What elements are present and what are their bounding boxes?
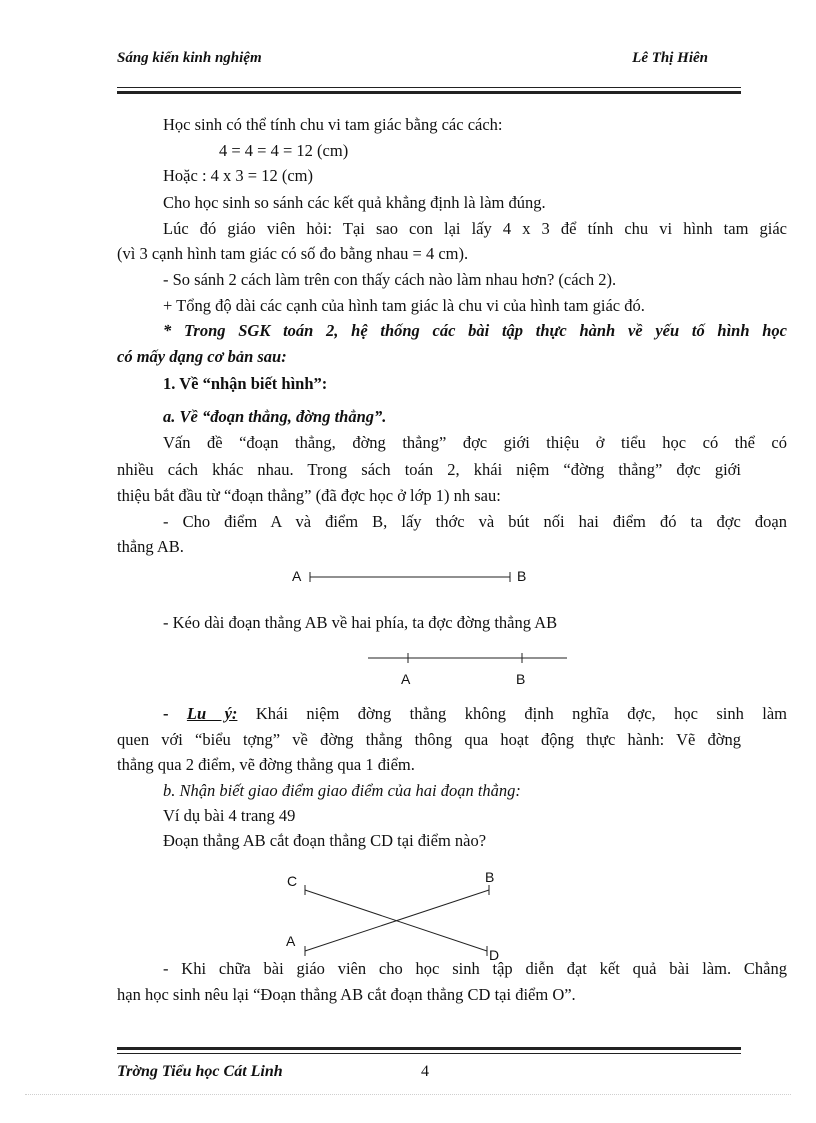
section-heading: 1. Về “nhận biết hình”: [163, 374, 328, 393]
note-text: Khái niệm đờng thẳng không định nghĩa đợc, học sinh làm [237, 704, 787, 723]
segment-ab-figure [292, 568, 526, 584]
paragraph: - So sánh 2 cách làm trên con thấy cách nào làm nhau hơn? (cách 2). [163, 270, 617, 289]
subsection-heading: b. Nhận biết giao điểm giao điểm của hai đoạn thẳng: [163, 781, 521, 800]
intersecting-segments-figure [286, 869, 499, 963]
paragraph: Lúc đó giáo viên hỏi: Tại sao con lại lấy 4 x 3 để tính chu vi hình tam giác [163, 219, 787, 238]
paragraph: Học sinh có thể tính chu vi tam giác bằng các cách: [163, 115, 503, 134]
point-label-a: A [292, 568, 302, 584]
paragraph: thiệu bắt đầu từ “đoạn thẳng” (đã đợc học ở lớp 1) nh sau: [117, 486, 501, 505]
equation: 4 = 4 = 4 = 12 (cm) [219, 141, 349, 160]
section-intro: * Trong SGK toán 2, hệ thống các bài tập thực hành về yếu tố hình học [163, 321, 787, 340]
paragraph: thẳng AB. [117, 537, 184, 556]
note-paragraph [117, 704, 787, 724]
subsection-heading: a. Về “đoạn thẳng, đờng thẳng”. [163, 407, 387, 426]
point-label-b: B [485, 869, 495, 885]
point-label-b: B [517, 568, 527, 584]
line-ab-figure [368, 653, 567, 687]
header-author: Lê Thị Hiên [632, 50, 708, 66]
point-label-b: B [516, 671, 526, 687]
equation: Hoặc : 4 x 3 = 12 (cm) [163, 166, 313, 185]
footer-rule-thick [117, 1047, 741, 1050]
page-number: 4 [421, 1063, 429, 1080]
section-intro: có mấy dạng cơ bản sau: [117, 347, 287, 366]
paragraph: - Cho điểm A và điểm B, lấy thớc và bút nối hai điểm đó ta đợc đoạn [163, 512, 787, 531]
paragraph: (vì 3 cạnh hình tam giác có số đo bằng nhau = 4 cm). [117, 244, 469, 263]
paragraph: + Tổng độ dài các cạnh của hình tam giác là chu vi của hình tam giác đó. [163, 296, 645, 315]
point-label-a: A [401, 671, 411, 687]
footer-school: Trờng Tiểu học Cát Linh [117, 1063, 283, 1080]
footer-rule-thin [117, 1053, 741, 1054]
point-label-a: A [286, 933, 296, 949]
paragraph: thẳng qua 2 điểm, vẽ đờng thẳng qua 1 điểm. [117, 755, 415, 774]
point-label-c: C [287, 873, 298, 889]
paragraph: hạn học sinh nêu lại “Đoạn thẳng AB cắt đoạn thẳng CD tại điểm O”. [117, 985, 576, 1004]
paragraph: Ví dụ bài 4 trang 49 [163, 806, 296, 825]
paragraph: - Khi chữa bài giáo viên cho học sinh tập diễn đạt kết quả bài làm. Chẳng [163, 959, 787, 978]
page-edge-dots [25, 1094, 791, 1095]
paragraph: quen với “biểu tợng” về đờng thẳng thông qua hoạt động thực hành: Vẽ đờng [117, 730, 741, 749]
note-label: Lu ý: [186, 704, 238, 723]
paragraph: Vấn đề “đoạn thẳng, đờng thẳng” đợc giới thiệu ở tiểu học có thể có [163, 433, 787, 452]
paragraph: Cho học sinh so sánh các kết quả khẳng định là làm đúng. [163, 193, 546, 212]
header-title: Sáng kiến kinh nghiệm [117, 50, 262, 66]
note-dash: - [163, 704, 187, 723]
point-label-d: D [489, 947, 500, 963]
paragraph: nhiều cách khác nhau. Trong sách toán 2, khái niệm “đờng thẳng” đợc giới [117, 460, 741, 479]
paragraph: - Kéo dài đoạn thẳng AB về hai phía, ta đợc đờng thẳng AB [163, 613, 558, 632]
paragraph: Đoạn thẳng AB cắt đoạn thẳng CD tại điểm nào? [163, 831, 487, 850]
